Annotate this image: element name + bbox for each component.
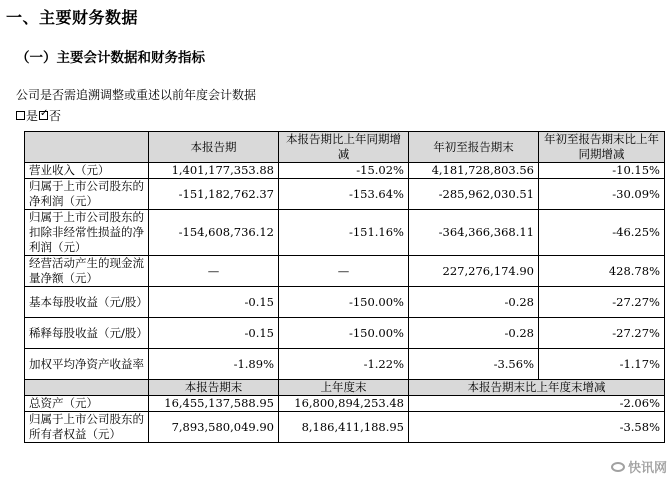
row-label: 总资产（元） — [25, 396, 149, 412]
header-cell — [25, 380, 149, 396]
cell: -0.28 — [409, 287, 539, 318]
cell: 16,455,137,588.95 — [149, 396, 279, 412]
checkbox-no-label: 否 — [49, 109, 62, 123]
cell: -0.15 — [149, 318, 279, 349]
cell: -153.64% — [279, 179, 409, 210]
table-header-row — [25, 132, 665, 163]
header-cell: 本报告期末比上年度末增减 — [409, 380, 665, 396]
checkbox-no[interactable] — [39, 111, 48, 120]
table-row — [25, 412, 665, 443]
watermark-text: 快讯网 — [627, 461, 667, 476]
restatement-question: 公司是否需追溯调整或重述以前年度会计数据 — [16, 88, 257, 102]
cell: -1.89% — [149, 349, 279, 380]
cell: 227,276,174.90 — [409, 256, 539, 287]
cell: -3.56% — [409, 349, 539, 380]
table-row — [25, 396, 665, 412]
header-cell: 本报告期 — [149, 132, 279, 163]
header-cell: 本报告期比上年同期增减 — [279, 132, 409, 163]
row-label: 稀释每股收益（元/股） — [25, 318, 149, 349]
cell: -3.58% — [409, 412, 665, 443]
cell: -151,182,762.37 — [149, 179, 279, 210]
cell: -154,608,736.12 — [149, 210, 279, 256]
checkbox-yes[interactable] — [16, 111, 25, 120]
cell: 4,181,728,803.56 — [409, 163, 539, 179]
cell: 7,893,580,049.90 — [149, 412, 279, 443]
header-cell: 上年度末 — [279, 380, 409, 396]
subsection-heading: （一）主要会计数据和财务指标 — [16, 50, 205, 66]
row-label: 归属于上市公司股东的净利润（元） — [25, 179, 149, 210]
cell: 8,186,411,188.95 — [279, 412, 409, 443]
cell: -364,366,368.11 — [409, 210, 539, 256]
table2-header-row — [25, 380, 665, 396]
cell: -0.15 — [149, 287, 279, 318]
row-label: 经营活动产生的现金流量净额（元） — [25, 256, 149, 287]
row-label: 基本每股收益（元/股） — [25, 287, 149, 318]
table-row — [25, 318, 665, 349]
cell: -15.02% — [279, 163, 409, 179]
watermark — [611, 457, 667, 476]
cell: -151.16% — [279, 210, 409, 256]
table-row — [25, 179, 665, 210]
cell: -10.15% — [539, 163, 665, 179]
cell: 16,800,894,253.48 — [279, 396, 409, 412]
header-cell — [25, 132, 149, 163]
row-label: 归属于上市公司股东的扣除非经常性损益的净利润（元） — [25, 210, 149, 256]
table-row — [25, 256, 665, 287]
header-cell: 本报告期末 — [149, 380, 279, 396]
cell: 428.78% — [539, 256, 665, 287]
cell: -27.27% — [539, 318, 665, 349]
cell: -46.25% — [539, 210, 665, 256]
section-heading: 一、主要财务数据 — [6, 8, 139, 27]
cell: -285,962,030.51 — [409, 179, 539, 210]
cell: -1.17% — [539, 349, 665, 380]
eye-icon — [611, 462, 625, 472]
row-label: 加权平均净资产收益率 — [25, 349, 149, 380]
cell: -30.09% — [539, 179, 665, 210]
cell: -1.22% — [279, 349, 409, 380]
cell: 1,401,177,353.88 — [149, 163, 279, 179]
table-row — [25, 163, 665, 179]
restatement-choice — [16, 107, 61, 124]
cell: -2.06% — [409, 396, 665, 412]
table-row — [25, 349, 665, 380]
row-label: 归属于上市公司股东的所有者权益（元） — [25, 412, 149, 443]
table-row — [25, 210, 665, 256]
cell: -27.27% — [539, 287, 665, 318]
cell: — — [279, 256, 409, 287]
checkbox-yes-label: 是 — [26, 109, 39, 123]
cell: -150.00% — [279, 318, 409, 349]
row-label: 营业收入（元） — [25, 163, 149, 179]
financial-indicators-table — [24, 131, 665, 443]
cell: -0.28 — [409, 318, 539, 349]
cell: — — [149, 256, 279, 287]
header-cell: 年初至报告期末 — [409, 132, 539, 163]
table-row — [25, 287, 665, 318]
cell: -150.00% — [279, 287, 409, 318]
header-cell: 年初至报告期末比上年同期增减 — [539, 132, 665, 163]
